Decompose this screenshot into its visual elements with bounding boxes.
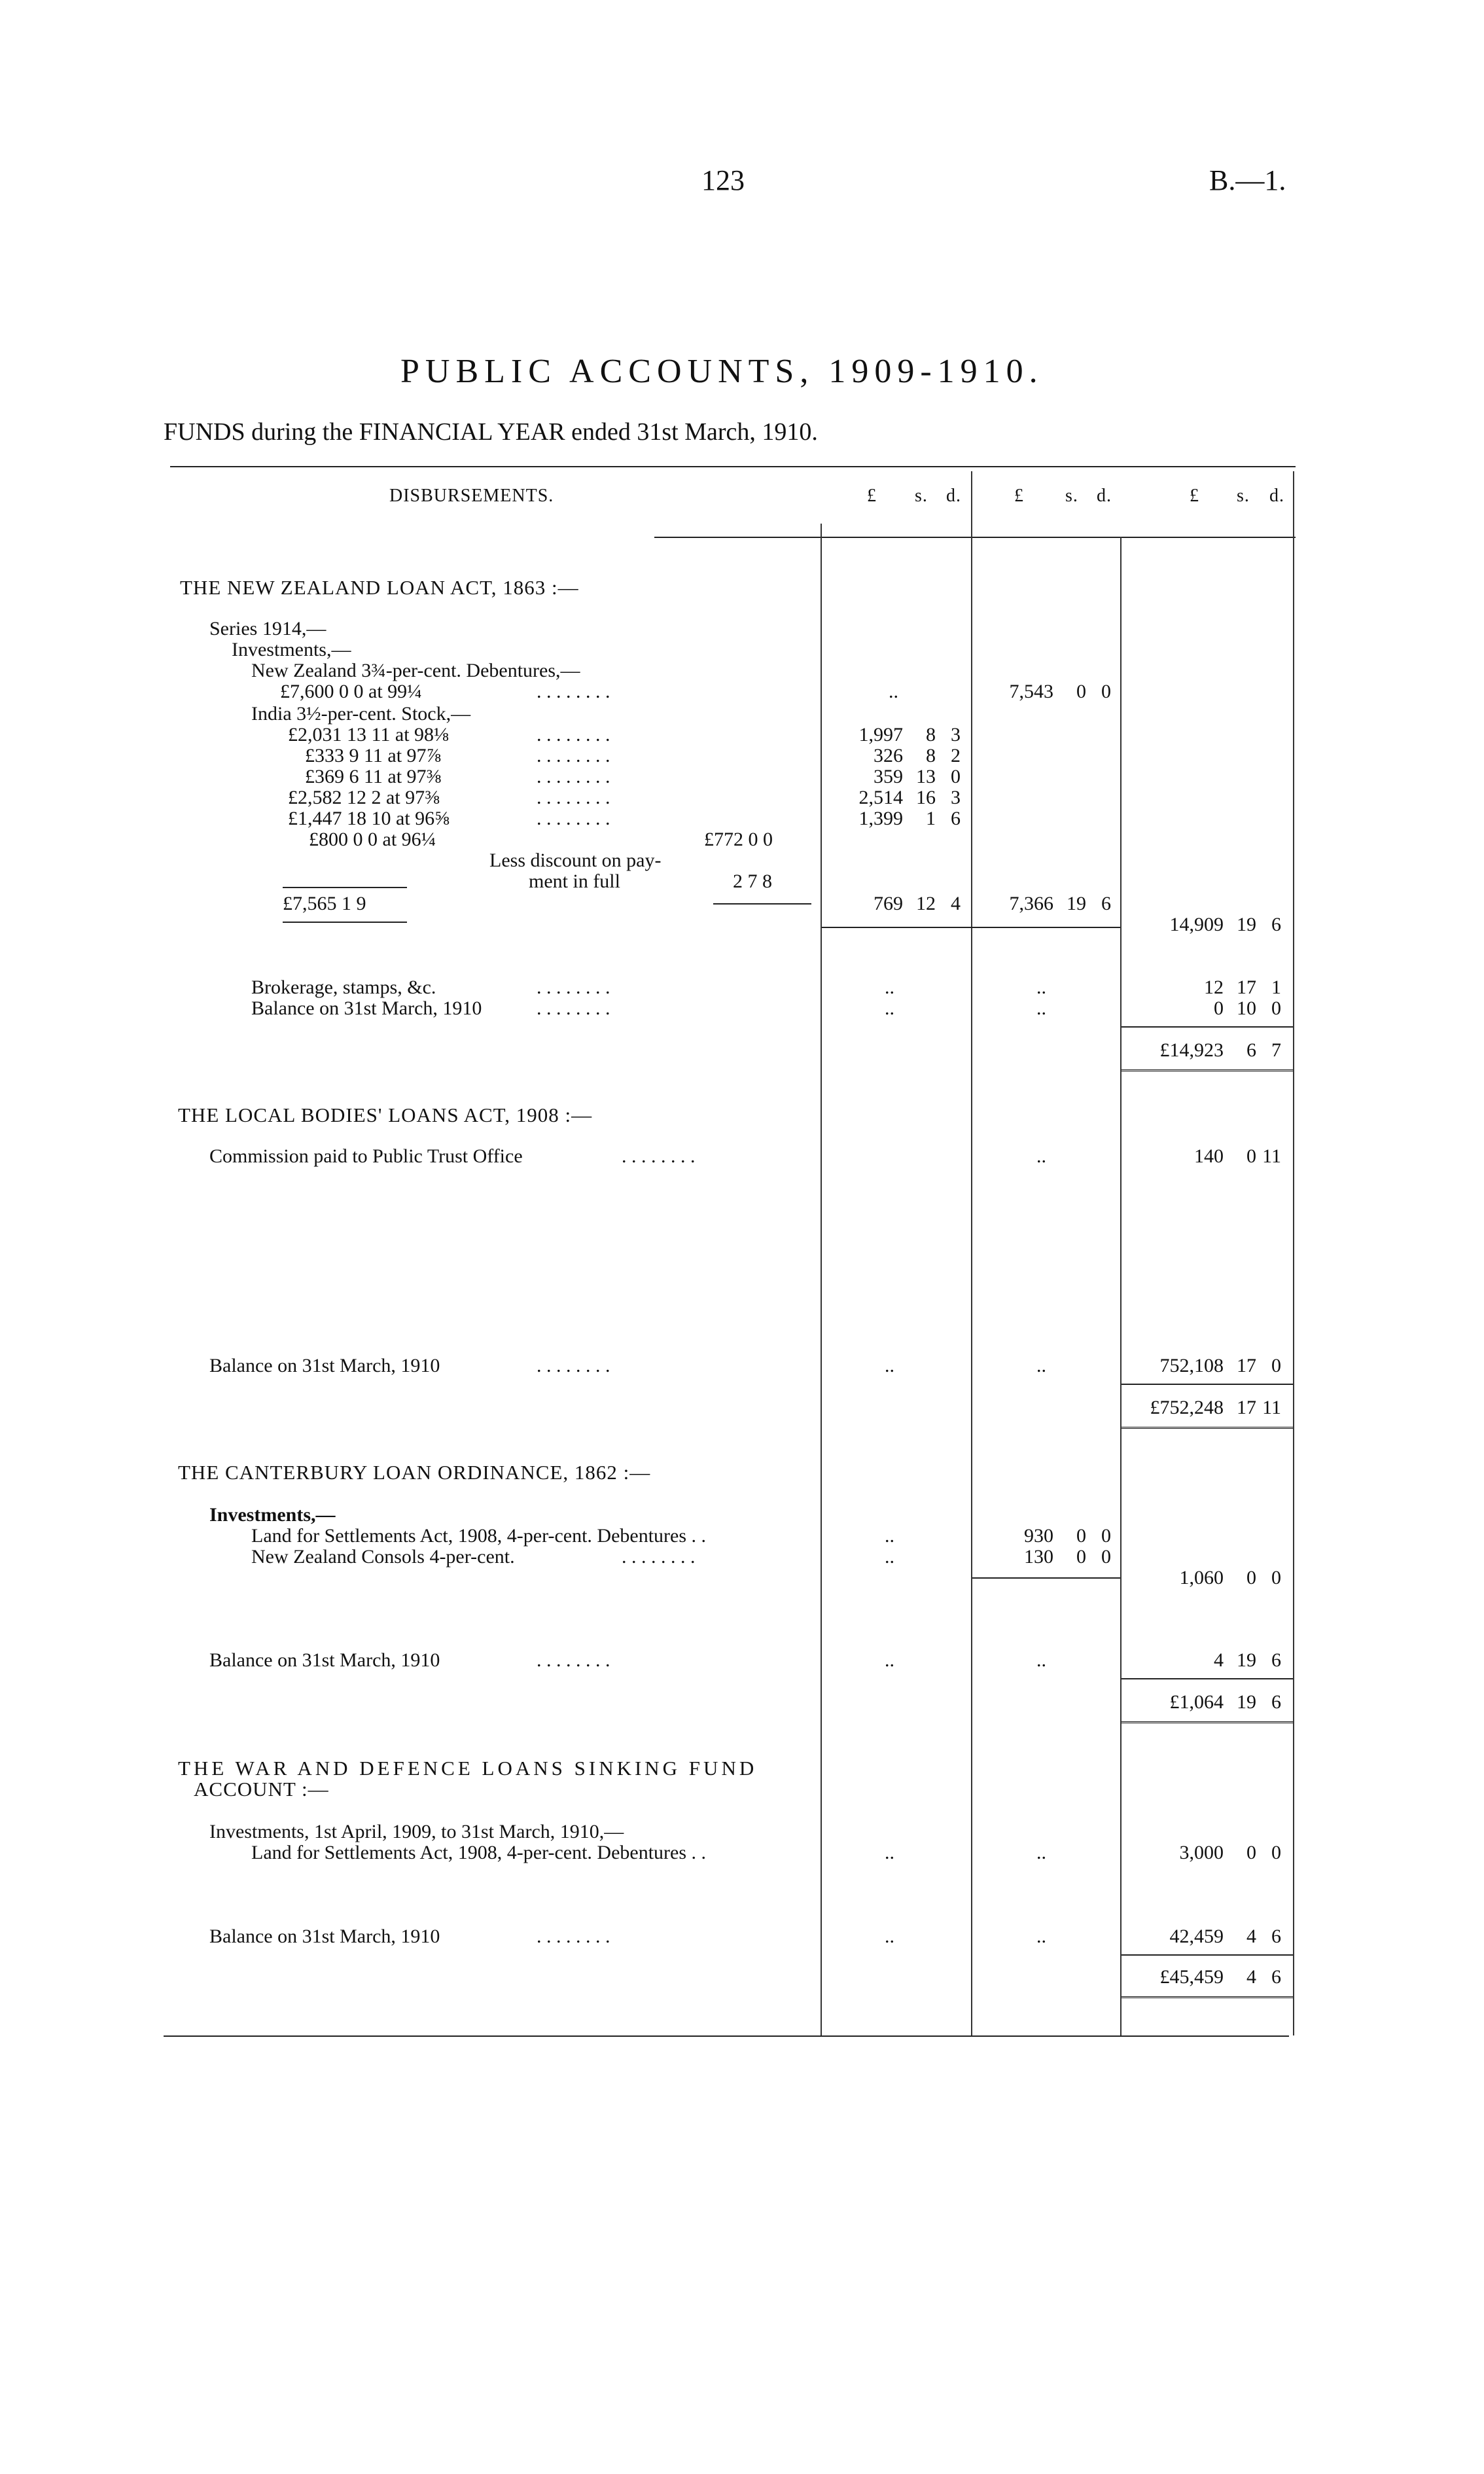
canterbury-line-2: New Zealand Consols 4-per-cent. (251, 1546, 515, 1568)
empty-dots: .. (885, 1525, 894, 1547)
page-subtitle: FUNDS during the FINANCIAL YEAR ended 31st March, 1910. (164, 418, 818, 446)
rule (713, 903, 811, 905)
document-code: B.—1. (1209, 164, 1286, 196)
brokerage-amount: 12 17 1 (1204, 977, 1281, 998)
table-bottom-rule (164, 2035, 1289, 2037)
leader-dots: . . . . . . . . (537, 1649, 610, 1671)
rule (822, 927, 1120, 928)
empty-dots: .. (1036, 1649, 1046, 1671)
canterbury-subtotal: 1,060 0 0 (1179, 1567, 1281, 1588)
stock-line: £2,031 13 11 at 98⅛ (288, 724, 449, 745)
balance-amount: 42,459 4 6 (1169, 1926, 1281, 1947)
stock-amount: 1,997 8 3 (858, 724, 961, 745)
leader-dots: . . . . . . . . (622, 1546, 696, 1568)
rule (1122, 1954, 1293, 1956)
canterbury-line-1: Land for Settlements Act, 1908, 4-per-cent. Debentures . . (251, 1525, 707, 1547)
empty-dots: .. (885, 1649, 894, 1671)
canterbury-line-2-amount: 130 0 0 (1024, 1546, 1111, 1568)
stock-line: £369 6 11 at 97⅜ (305, 766, 442, 787)
section-heading-canterbury: THE CANTERBURY LOAN ORDINANCE, 1862 :— (178, 1461, 651, 1484)
table-top-rule (170, 466, 1296, 467)
leader-dots: . . . . . . . . (537, 1926, 610, 1947)
section-total: £45,459 4 6 (1159, 1966, 1281, 1988)
stock-line: £2,582 12 2 at 97⅜ (288, 787, 440, 808)
debenture-line: £7,600 0 0 at 99¼ (280, 681, 422, 702)
debenture-col2-amount: 7,543 0 0 (1009, 681, 1111, 702)
stock-amount: 2,514 16 3 (858, 787, 961, 808)
canterbury-line-1-amount: 930 0 0 (1024, 1525, 1111, 1547)
leader-dots: . . . . . . . . (537, 997, 610, 1019)
total-face-value: £7,565 1 9 (283, 893, 366, 914)
double-rule (1122, 1721, 1293, 1723)
double-rule (1122, 1427, 1293, 1429)
discount-amount: 2 7 8 (733, 870, 772, 892)
rule (1122, 1384, 1293, 1385)
empty-dots: .. (885, 1842, 894, 1863)
leader-dots: . . . . . . . . (537, 681, 610, 702)
rule (1122, 1678, 1293, 1679)
leader-dots: . . . . . . . . (537, 977, 610, 998)
leader-dots: . . . . . . . . (537, 766, 610, 787)
leader-dots: . . . . . . . . (537, 745, 610, 766)
empty-dots: .. (1036, 1145, 1046, 1167)
last-stock-line: £800 0 0 at 96¼ (309, 829, 436, 850)
col3-shillings-header: s. (1237, 486, 1250, 506)
col3-pounds-header: £ (1190, 486, 1199, 506)
empty-dots: .. (885, 1926, 894, 1947)
balance-label: Balance on 31st March, 1910 (209, 1926, 440, 1947)
leader-dots: . . . . . . . . (537, 808, 610, 829)
rule (283, 922, 407, 923)
stock-amount: 359 13 0 (874, 766, 961, 787)
investments-label: Investments, 1st April, 1909, to 31st March, 1910,— (209, 1821, 624, 1842)
page-number: 123 (701, 164, 745, 196)
section-total: £14,923 6 7 (1159, 1039, 1281, 1061)
section-heading-local-bodies: THE LOCAL BODIES' LOANS ACT, 1908 :— (178, 1103, 593, 1126)
leader-dots: . . . . . . . . (537, 787, 610, 808)
col3-pence-header: d. (1269, 486, 1284, 506)
col2-pence-header: d. (1097, 486, 1112, 506)
column-divider-4 (1293, 471, 1294, 2035)
section-heading-war-defence-1: THE WAR AND DEFENCE LOANS SINKING FUND (178, 1757, 758, 1780)
column-divider-2 (971, 471, 972, 2035)
balance-label: Balance on 31st March, 1910 (209, 1355, 440, 1376)
series-label: Series 1914,— (209, 618, 327, 639)
section-total: £1,064 19 6 (1169, 1691, 1281, 1713)
balance-amount: 752,108 17 0 (1159, 1355, 1281, 1376)
india-stock-label: India 3½-per-cent. Stock,— (251, 703, 471, 725)
empty-dots: .. (1036, 1926, 1046, 1947)
rule (972, 1577, 1120, 1579)
subtotal-col3: 14,909 19 6 (1169, 914, 1281, 935)
balance-label: Balance on 31st March, 1910 (209, 1649, 440, 1671)
commission-label: Commission paid to Public Trust Office (209, 1145, 523, 1167)
column-divider-3 (1120, 537, 1122, 2035)
empty-dots: .. (885, 1546, 894, 1568)
col2-pounds-header: £ (1014, 486, 1024, 506)
brokerage-label: Brokerage, stamps, &c. (251, 977, 436, 998)
stock-amount: 326 8 2 (874, 745, 961, 766)
empty-dots: .. (1036, 1355, 1046, 1376)
section-total: £752,248 17 11 (1150, 1397, 1281, 1418)
last-stock-amount: £772 0 0 (704, 829, 773, 850)
empty-dots: .. (1036, 997, 1046, 1019)
war-defence-line-1: Land for Settlements Act, 1908, 4-per-cent. Debentures . . (251, 1842, 707, 1863)
rule (283, 887, 407, 888)
empty-dots: .. (885, 977, 894, 998)
stock-line: £1,447 18 10 at 96⅝ (288, 808, 450, 829)
balance-label: Balance on 31st March, 1910 (251, 997, 482, 1019)
stock-line: £333 9 11 at 97⅞ (305, 745, 442, 766)
balance-amount: 0 10 0 (1214, 997, 1281, 1019)
col1-shillings-header: s. (915, 486, 928, 506)
subtotal-col2: 7,366 19 6 (1009, 893, 1111, 914)
disbursements-header: DISBURSEMENTS. (389, 486, 554, 506)
commission-amount: 140 0 11 (1194, 1145, 1281, 1167)
empty-dots: .. (1036, 1842, 1046, 1863)
double-rule (1122, 1996, 1293, 1998)
empty-dots: .. (889, 681, 898, 702)
leader-dots: . . . . . . . . (537, 724, 610, 745)
col1-pence-header: d. (946, 486, 961, 506)
investments-label: Investments,— (232, 639, 351, 660)
subtotal-col1: 769 12 4 (874, 893, 961, 914)
discount-label-1: Less discount on pay- (489, 850, 662, 871)
empty-dots: .. (885, 1355, 894, 1376)
double-rule (1122, 1069, 1293, 1071)
col1-pounds-header: £ (867, 486, 877, 506)
stock-amount: 1,399 1 6 (858, 808, 961, 829)
discount-label-2: ment in full (529, 870, 620, 892)
war-defence-line-1-amount: 3,000 0 0 (1179, 1842, 1281, 1863)
debentures-label: New Zealand 3¾-per-cent. Debentures,— (251, 660, 580, 681)
section-heading-nz-loan: THE NEW ZEALAND LOAN ACT, 1863 :— (180, 576, 579, 599)
header-bottom-rule (654, 537, 1296, 538)
empty-dots: .. (885, 997, 894, 1019)
col2-shillings-header: s. (1065, 486, 1078, 506)
section-heading-war-defence-2: ACCOUNT :— (194, 1778, 329, 1801)
page-title: PUBLIC ACCOUNTS, 1909-1910. (400, 353, 1044, 390)
balance-amount: 4 19 6 (1214, 1649, 1281, 1671)
rule (1122, 1026, 1293, 1028)
leader-dots: . . . . . . . . (537, 1355, 610, 1376)
investments-label: Investments,— (209, 1504, 336, 1526)
empty-dots: .. (1036, 977, 1046, 998)
leader-dots: . . . . . . . . (622, 1145, 696, 1167)
